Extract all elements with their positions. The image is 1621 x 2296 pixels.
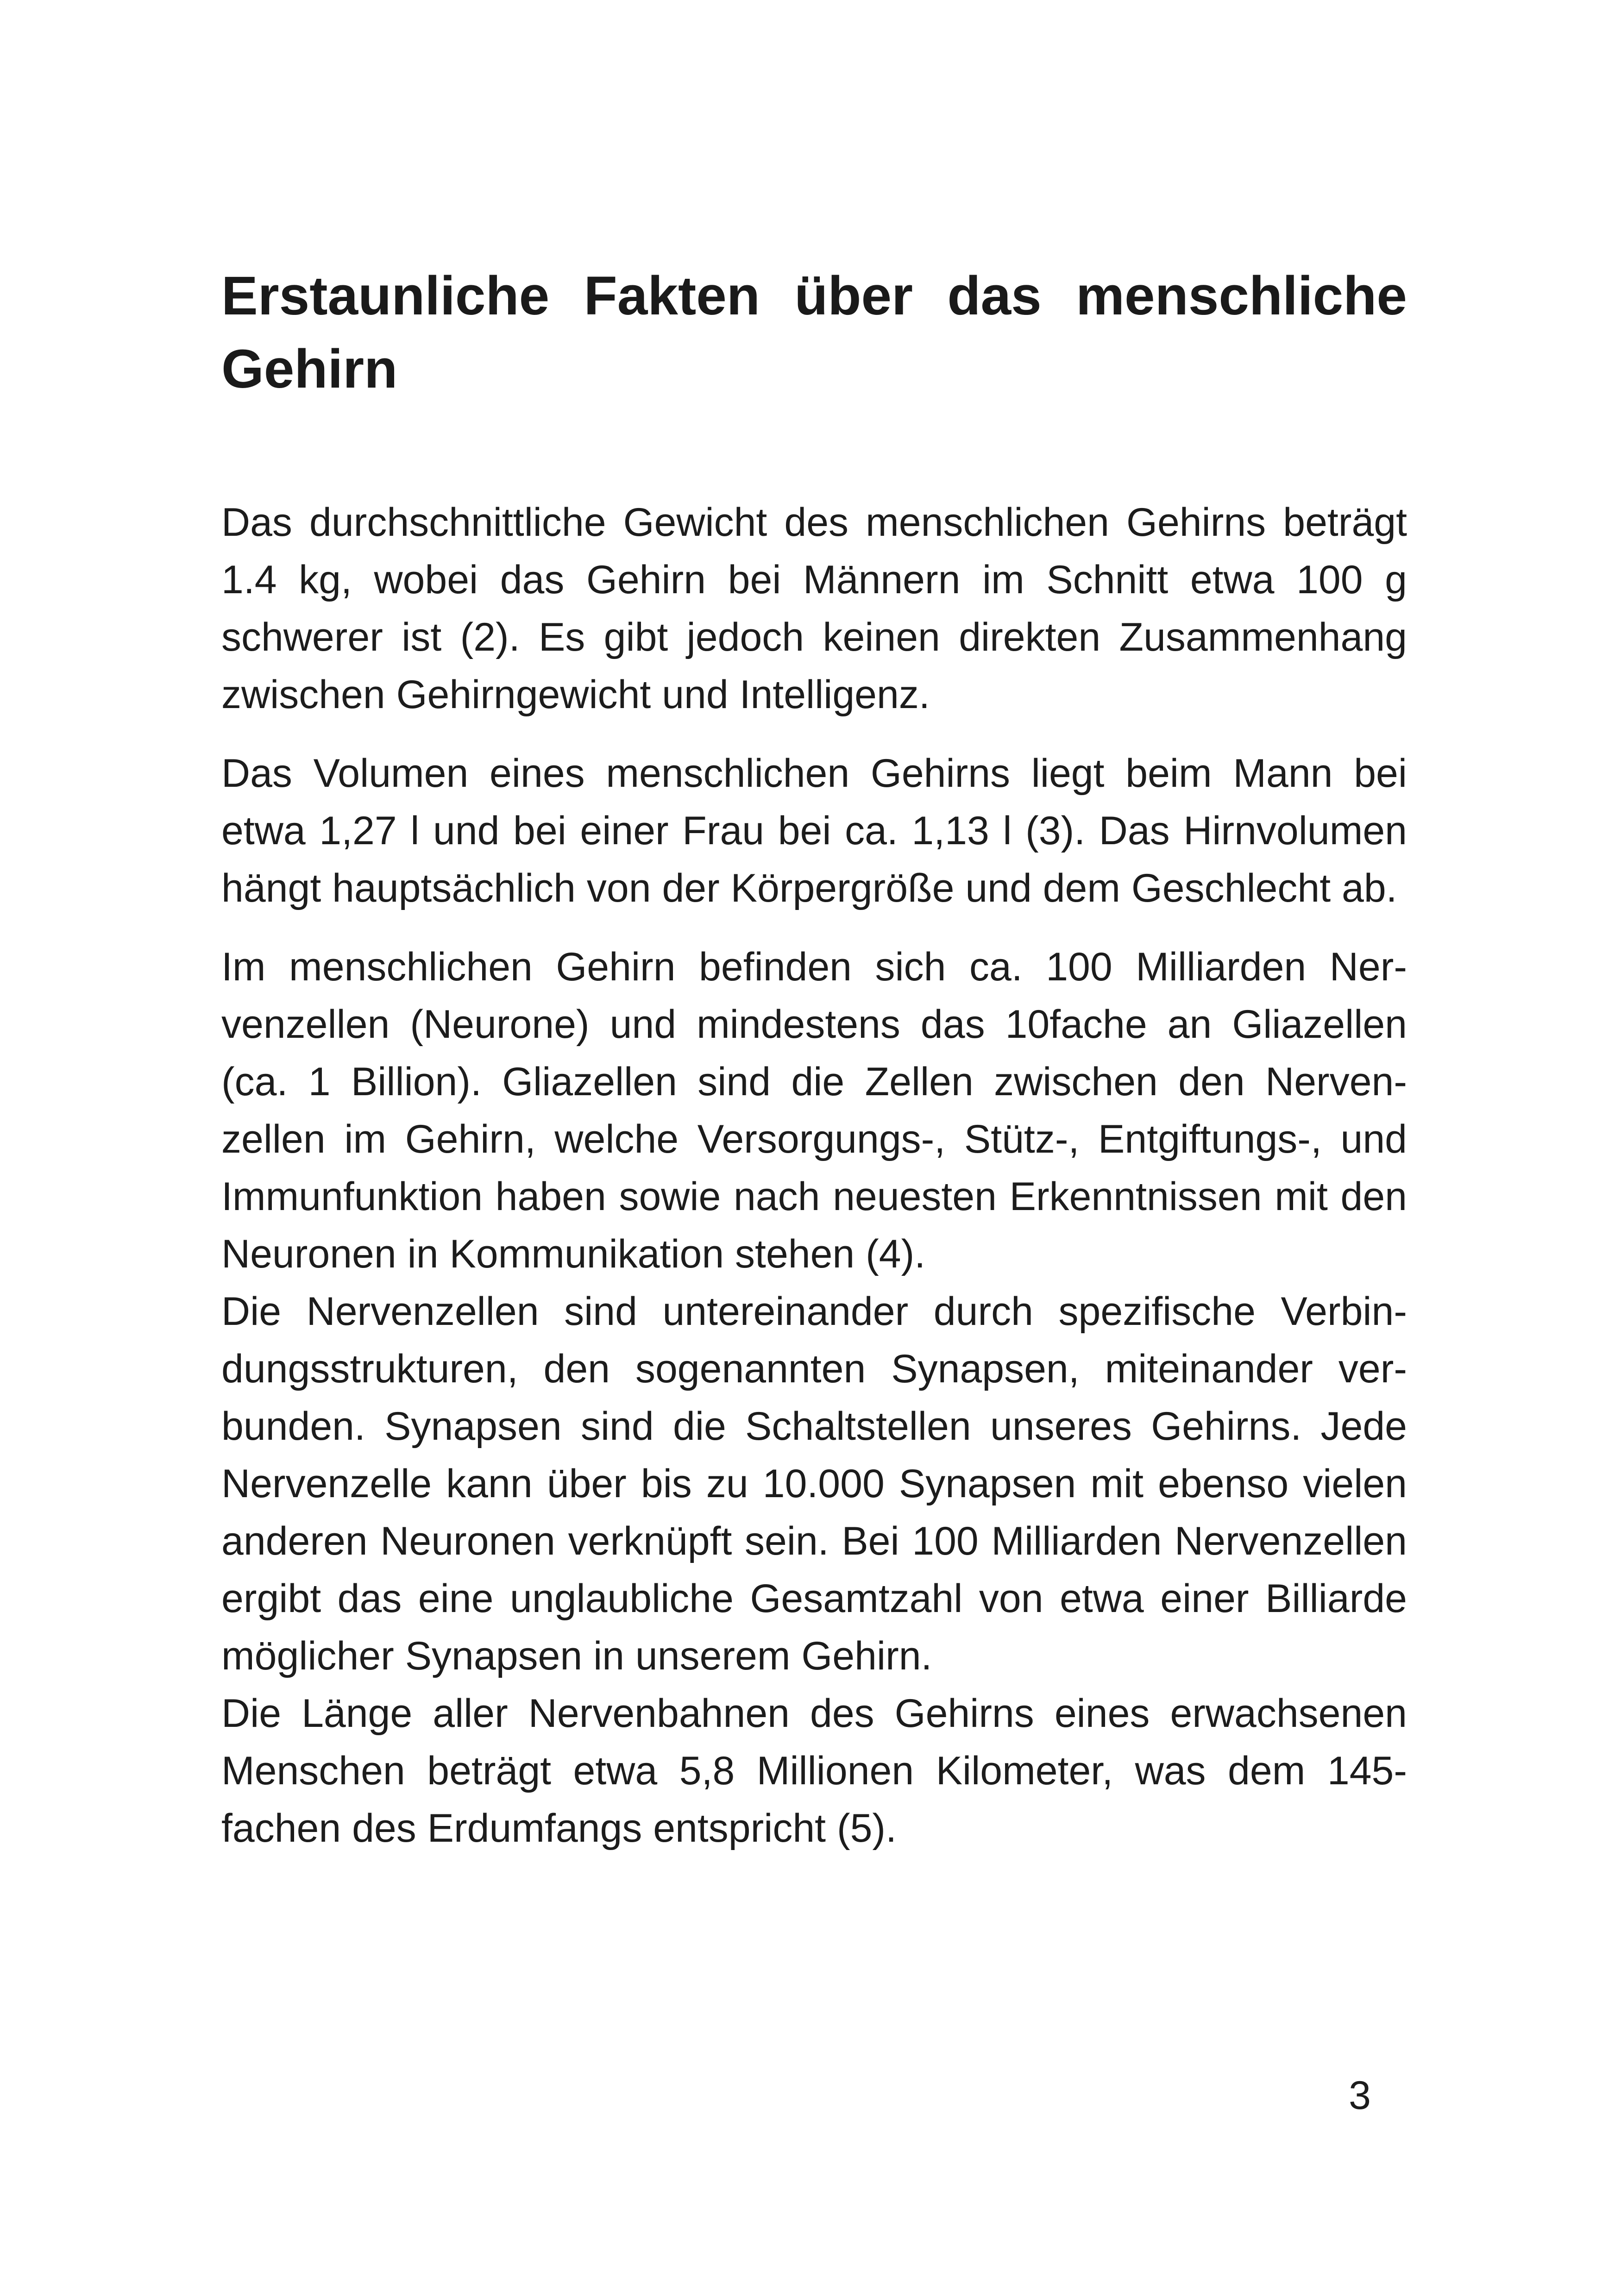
paragraph-brain-volume: Das Volumen eines menschlichen Gehirns liegt beim Mann bei etwa 1,27 l und bei einer Frau bei ca. 1,13 l (3). Das Hirnvolumen hängt hauptsächlich von der Körpergröße und dem Geschlecht ab. bbox=[221, 751, 1407, 910]
page-number: 3 bbox=[1349, 2073, 1371, 2118]
page-title: Erstaunliche Fakten über das menschliche Gehirn bbox=[221, 265, 1407, 400]
paragraph-nerve-cells: Im menschlichen Gehirn befinden sich ca. 100 Milliarden Nervenzellen (Neurone) und mindestens das 10fache an Gliazellen (ca. 1 Billion). Gliazellen sind die Zellen zwischen den Nervenzellen im Gehirn, welche Versorgungs-, Stütz-, Entgiftungs-, und Immunfunktion haben sowie nach neuesten Erkenntnissen mit den Neuronen in Kommunikation stehen (4). bbox=[221, 945, 1407, 1276]
paragraph-nerve-pathways: Die Länge aller Nervenbahnen des Gehirns eines erwachsenen Menschen beträgt etwa 5,8 Millionen Kilometer, was dem 145-fachen des Erdumfangs entspricht (5). bbox=[221, 1691, 1407, 1851]
paragraph-brain-weight: Das durchschnittliche Gewicht des menschlichen Gehirns beträgt 1.4 kg, wobei das Gehirn bei Männern im Schnitt etwa 100 g schwerer ist (2). Es gibt jedoch keinen direkten Zusammenhang zwischen Gehirngewicht und Intelligenz. bbox=[221, 500, 1407, 717]
page-content bbox=[221, 259, 1407, 1857]
body-text bbox=[221, 494, 1407, 1857]
paragraph-synapses: Die Nervenzellen sind untereinander durch spezifische Verbindungsstrukturen, den sogenannten Synapsen, miteinander verbunden. Synapsen sind die Schaltstellen unseres Gehirns. Jede Nervenzelle kann über bis zu 10.000 Synapsen mit ebenso vielen anderen Neuronen verknüpft sein. Bei 100 Milliarden Nervenzellen ergibt das eine unglaubliche Gesamtzahl von etwa einer Billiarde möglicher Synapsen in unserem Gehirn. bbox=[221, 1289, 1407, 1678]
